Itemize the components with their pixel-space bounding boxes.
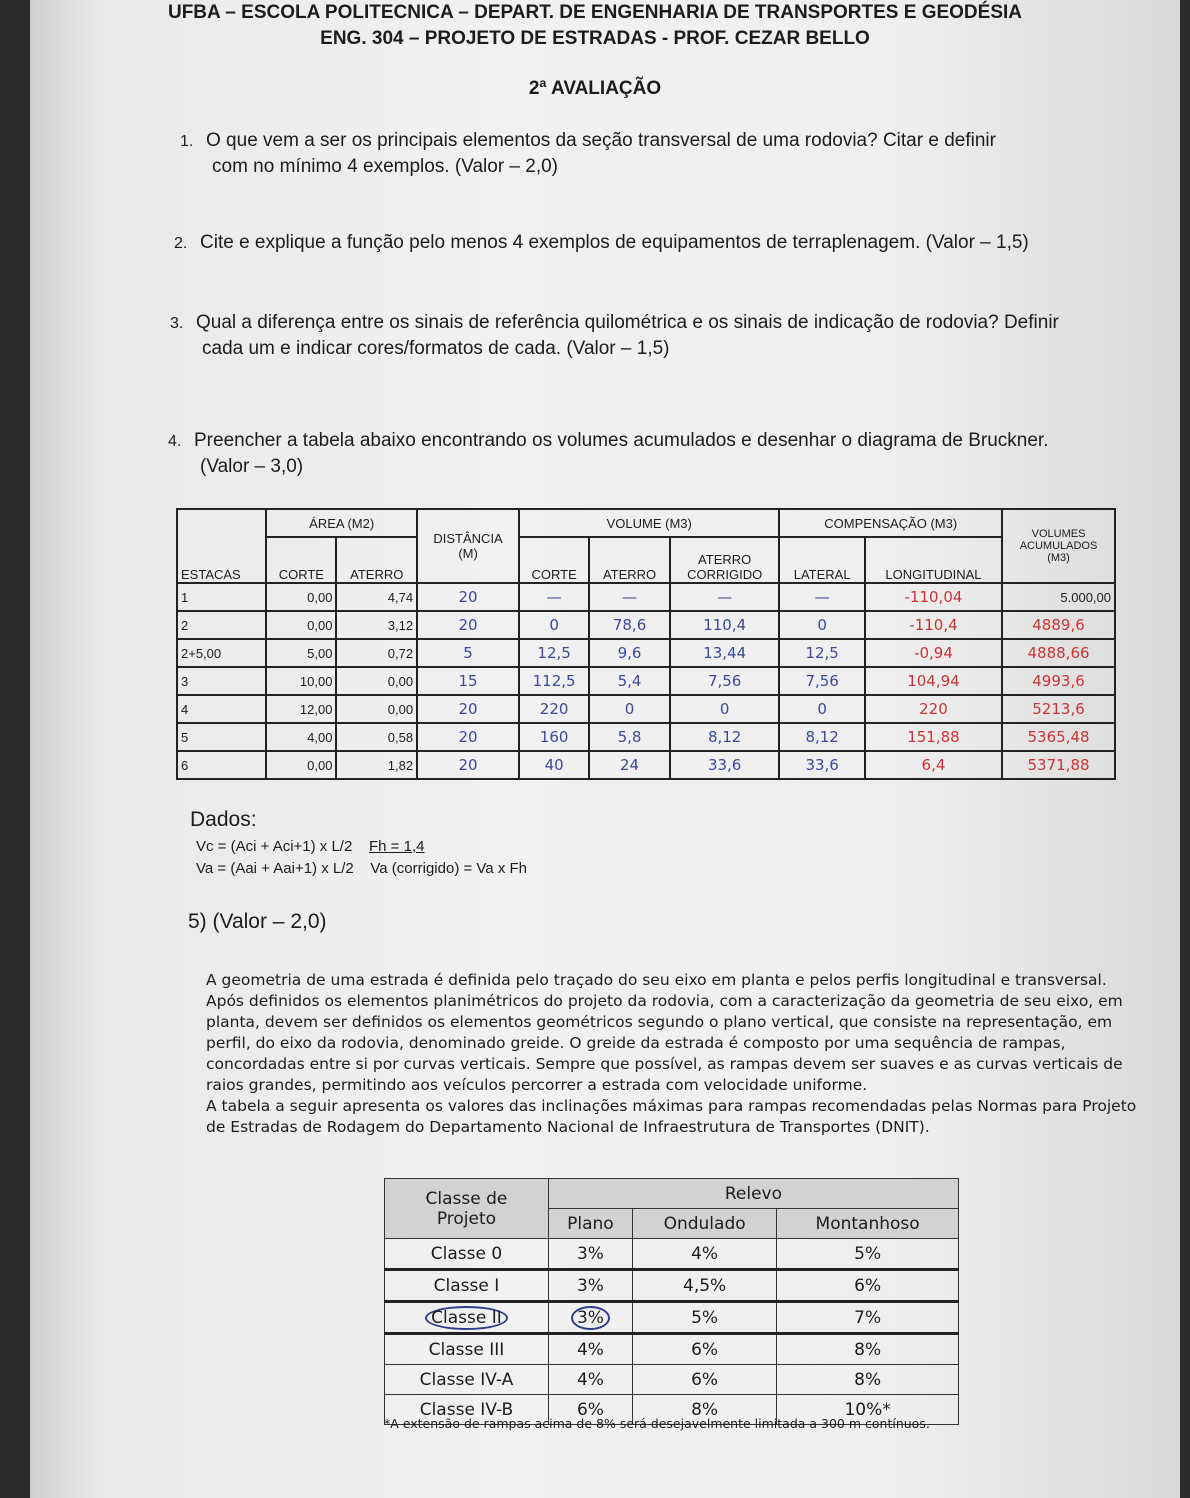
- cell-corte: 4,00: [266, 723, 336, 751]
- header-institution: UFBA – ESCOLA POLITECNICA – DEPART. DE ENGENHARIA DE TRANSPORTES E GEODÉSIA: [167, 2, 1023, 23]
- table-row: [385, 1239, 959, 1270]
- cell-text: 5%: [691, 1307, 719, 1328]
- table-row: [177, 583, 1115, 611]
- cell-text: 6%: [576, 1399, 604, 1420]
- cell-classe: [385, 1270, 549, 1302]
- table-row: [385, 1365, 959, 1395]
- cell-estaca: 6: [177, 751, 266, 779]
- cell-text: Classe IV-A: [419, 1369, 514, 1390]
- cell-plano: [548, 1302, 632, 1334]
- table-row: [177, 611, 1115, 639]
- col-aterro-corrigido: ATERRO CORRIGIDO: [670, 537, 780, 583]
- cell-vc: —: [519, 583, 589, 611]
- cell-dist: 20: [417, 611, 519, 639]
- cell-vc: 112,5: [519, 667, 589, 695]
- paragraph: A geometria de uma estrada é definida pelo traçado do seu eixo em planta e pelos perfis longitudinal e transversal. Após definidos os elementos planimétricos do projeto da rodovia, com a caracterização da geometria de seu eixo, em planta, devem ser definidos os elementos geométricos segundo o plano vertical, que consiste na representação, em perfil, do eixo da rodovia, denominado greide. O greide da estrada é composto por uma sequência de rampas, concordadas entre si por curvas verticais. Sempre que possível, as rampas devem ser suaves e as curvas verticais de raios grandes, permitindo aos veículos percorrer a estrada com velocidade uniforme.: [206, 971, 1123, 1094]
- cell-lat: 33,6: [779, 751, 864, 779]
- cell-acum: 5213,6: [1002, 695, 1115, 723]
- cell-va: 0: [589, 695, 670, 723]
- cell-lat: 0: [779, 611, 864, 639]
- table-row: [177, 723, 1115, 751]
- cell-aterro: 4,74: [336, 583, 417, 611]
- volume-table-body: [177, 583, 1115, 779]
- table-row: [385, 1270, 959, 1302]
- col-plano: Plano: [548, 1209, 632, 1239]
- cell-estaca: 2+5,00: [177, 639, 266, 667]
- exam-title: 2ª AVALIAÇÃO: [528, 78, 662, 99]
- cell-text: 6%: [691, 1369, 719, 1390]
- cell-ondulado: [632, 1365, 776, 1395]
- col-estacas: ESTACAS: [177, 509, 266, 583]
- cell-vac: 33,6: [670, 751, 780, 779]
- cell-long: -110,04: [865, 583, 1002, 611]
- cell-text: Classe 0: [430, 1243, 503, 1264]
- cell-classe: [385, 1302, 549, 1334]
- cell-dist: 5: [417, 639, 519, 667]
- cell-aterro: 3,12: [336, 611, 417, 639]
- cell-long: -110,4: [865, 611, 1002, 639]
- cell-corte: 12,00: [266, 695, 336, 723]
- cell-dist: 20: [417, 583, 519, 611]
- ramp-footnote: *A extensão de rampas acima de 8% será desejavelmente limitada a 300 m contínuos.: [384, 1416, 930, 1431]
- cell-text: 6%: [691, 1339, 719, 1360]
- cell-text: 10%*: [844, 1399, 891, 1420]
- ramp-table: [384, 1178, 959, 1425]
- cell-text: 8%: [691, 1399, 719, 1420]
- cell-plano: [548, 1239, 632, 1270]
- cell-long: 104,94: [865, 667, 1002, 695]
- cell-text: 3%: [576, 1243, 604, 1264]
- col-distancia: DISTÂNCIA (M): [417, 509, 519, 583]
- question-number: 2.: [174, 235, 188, 252]
- question-1: [180, 128, 996, 179]
- cell-vc: 220: [519, 695, 589, 723]
- group-volume: VOLUME (M3): [519, 509, 779, 537]
- cell-text: 8%: [854, 1339, 882, 1360]
- cell-text: 4%: [691, 1243, 719, 1264]
- cell-lat: 12,5: [779, 639, 864, 667]
- col-montanhoso: Montanhoso: [777, 1209, 959, 1239]
- cell-aterro: 0,00: [336, 667, 417, 695]
- cell-lat: —: [779, 583, 864, 611]
- cell-text: Classe I: [433, 1275, 500, 1296]
- cell-corte: 0,00: [266, 583, 336, 611]
- cell-vc: 0: [519, 611, 589, 639]
- cell-montanhoso: [777, 1239, 959, 1270]
- cell-text: 6%: [854, 1275, 882, 1296]
- group-compensacao: COMPENSAÇÃO (M3): [779, 509, 1002, 537]
- cell-aterro: 0,72: [336, 639, 417, 667]
- group-area: ÁREA (M2): [266, 509, 417, 537]
- cell-acum: 4993,6: [1002, 667, 1115, 695]
- table-row: [177, 639, 1115, 667]
- col-area-aterro: ATERRO: [336, 537, 417, 583]
- question-number: 3.: [170, 315, 184, 332]
- question-2: [174, 230, 1029, 256]
- cell-montanhoso: [777, 1365, 959, 1395]
- formula-fh: Fh = 1,4: [369, 838, 425, 855]
- cell-montanhoso: [777, 1334, 959, 1365]
- question-5-text: [206, 970, 1141, 1138]
- cell-vac: 7,56: [670, 667, 780, 695]
- table-row: [385, 1302, 959, 1334]
- question-number: 1.: [180, 133, 194, 150]
- cell-va: 9,6: [589, 639, 670, 667]
- question-text: Cite e explique a função pelo menos 4 exemplos de equipamentos de terraplenagem. (Valor – 1,5): [200, 232, 1029, 253]
- cell-vac: 110,4: [670, 611, 780, 639]
- cell-lat: 0: [779, 695, 864, 723]
- question-number: 4.: [168, 433, 182, 450]
- cell-long: 151,88: [865, 723, 1002, 751]
- col-lateral: LATERAL: [779, 537, 864, 583]
- formula-vc: Vc = (Aci + Aci+1) x L/2 Fh = 1,4: [196, 838, 425, 855]
- cell-text: 3%: [571, 1306, 610, 1330]
- cell-vc: 40: [519, 751, 589, 779]
- cell-aterro: 1,82: [336, 751, 417, 779]
- volume-table: [176, 508, 1116, 780]
- cell-classe: [385, 1239, 549, 1270]
- cell-montanhoso: [777, 1270, 959, 1302]
- cell-dist: 20: [417, 751, 519, 779]
- formula-va: Va = (Aai + Aai+1) x L/2 Va (corrigido) = Va x Fh: [196, 860, 527, 877]
- table-row: [385, 1334, 959, 1365]
- formula-va-corrigido: Va (corrigido) = Va x Fh: [370, 860, 527, 877]
- cell-vac: 8,12: [670, 723, 780, 751]
- ramp-table-body: [385, 1239, 959, 1425]
- cell-ondulado: [632, 1270, 776, 1302]
- cell-acum: 5365,48: [1002, 723, 1115, 751]
- cell-estaca: 3: [177, 667, 266, 695]
- cell-text: 3%: [576, 1275, 604, 1296]
- question-text: Qual a diferença entre os sinais de referência quilométrica e os sinais de indicação de rodovia? Definir: [196, 312, 1059, 333]
- question-text: Preencher a tabela abaixo encontrando os volumes acumulados e desenhar o diagrama de Bruckner.: [194, 430, 1049, 451]
- cell-ondulado: [632, 1302, 776, 1334]
- cell-classe: [385, 1334, 549, 1365]
- col-area-corte: CORTE: [266, 537, 336, 583]
- cell-va: —: [589, 583, 670, 611]
- cell-va: 5,8: [589, 723, 670, 751]
- cell-text: 4%: [576, 1369, 604, 1390]
- cell-corte: 0,00: [266, 611, 336, 639]
- cell-lat: 7,56: [779, 667, 864, 695]
- cell-dist: 15: [417, 667, 519, 695]
- dados-label: Dados:: [190, 808, 257, 831]
- cell-corte: 5,00: [266, 639, 336, 667]
- cell-estaca: 1: [177, 583, 266, 611]
- cell-text: 8%: [854, 1369, 882, 1390]
- question-text: cada um e indicar cores/formatos de cada. (Valor – 1,5): [202, 338, 670, 359]
- cell-ondulado: [632, 1239, 776, 1270]
- table-row: [177, 751, 1115, 779]
- col-classe: Classe de Projeto: [385, 1179, 549, 1239]
- cell-text: 4,5%: [683, 1275, 727, 1296]
- cell-corte: 10,00: [266, 667, 336, 695]
- cell-corte: 0,00: [266, 751, 336, 779]
- cell-aterro: 0,58: [336, 723, 417, 751]
- cell-vac: —: [670, 583, 780, 611]
- cell-estaca: 5: [177, 723, 266, 751]
- cell-plano: [548, 1270, 632, 1302]
- question-text: (Valor – 3,0): [200, 456, 304, 477]
- cell-long: 220: [865, 695, 1002, 723]
- cell-plano: [548, 1365, 632, 1395]
- cell-vc: 160: [519, 723, 589, 751]
- cell-dist: 20: [417, 695, 519, 723]
- col-longitudinal: LONGITUDINAL: [865, 537, 1002, 583]
- table-row: [177, 695, 1115, 723]
- col-vol-corte: CORTE: [519, 537, 589, 583]
- cell-plano: [548, 1334, 632, 1365]
- cell-text: Classe III: [428, 1339, 505, 1360]
- cell-long: -0,94: [865, 639, 1002, 667]
- cell-long: 6,4: [865, 751, 1002, 779]
- question-5-title: 5) (Valor – 2,0): [188, 910, 327, 933]
- question-3: [170, 310, 1059, 361]
- cell-vac: 13,44: [670, 639, 780, 667]
- cell-lat: 8,12: [779, 723, 864, 751]
- cell-text: 4%: [576, 1339, 604, 1360]
- cell-text: Classe IV-B: [419, 1399, 514, 1420]
- cell-text: 7%: [854, 1307, 882, 1328]
- question-text: com no mínimo 4 exemplos. (Valor – 2,0): [212, 156, 559, 177]
- cell-vc: 12,5: [519, 639, 589, 667]
- table-row: [177, 667, 1115, 695]
- col-volumes-acumulados: VOLUMES ACUMULADOS (M3): [1002, 509, 1115, 583]
- cell-vac: 0: [670, 695, 780, 723]
- cell-aterro: 0,00: [336, 695, 417, 723]
- cell-acum: 5371,88: [1002, 751, 1115, 779]
- cell-estaca: 2: [177, 611, 266, 639]
- cell-acum: 5.000,00: [1002, 583, 1115, 611]
- cell-va: 78,6: [589, 611, 670, 639]
- cell-acum: 4888,66: [1002, 639, 1115, 667]
- col-vol-aterro: ATERRO: [589, 537, 670, 583]
- cell-va: 5,4: [589, 667, 670, 695]
- cell-text: Classe II: [425, 1306, 508, 1330]
- col-ondulado: Ondulado: [632, 1209, 776, 1239]
- cell-ondulado: [632, 1334, 776, 1365]
- cell-acum: 4889,6: [1002, 611, 1115, 639]
- cell-text: 5%: [854, 1243, 882, 1264]
- cell-estaca: 4: [177, 695, 266, 723]
- header-course: ENG. 304 – PROJETO DE ESTRADAS - PROF. CEZAR BELLO: [320, 28, 870, 49]
- paragraph: A tabela a seguir apresenta os valores das inclinações máximas para rampas recomendadas pelas Normas para Projeto de Estradas de Rodagem do Departamento Nacional de Infraestrutura de Transportes (DNIT).: [206, 1097, 1137, 1136]
- cell-classe: [385, 1365, 549, 1395]
- cell-va: 24: [589, 751, 670, 779]
- question-4: [168, 428, 1048, 479]
- cell-montanhoso: [777, 1302, 959, 1334]
- question-text: O que vem a ser os principais elementos da seção transversal de uma rodovia? Citar e definir: [206, 130, 996, 151]
- cell-dist: 20: [417, 723, 519, 751]
- group-relevo: Relevo: [548, 1179, 958, 1209]
